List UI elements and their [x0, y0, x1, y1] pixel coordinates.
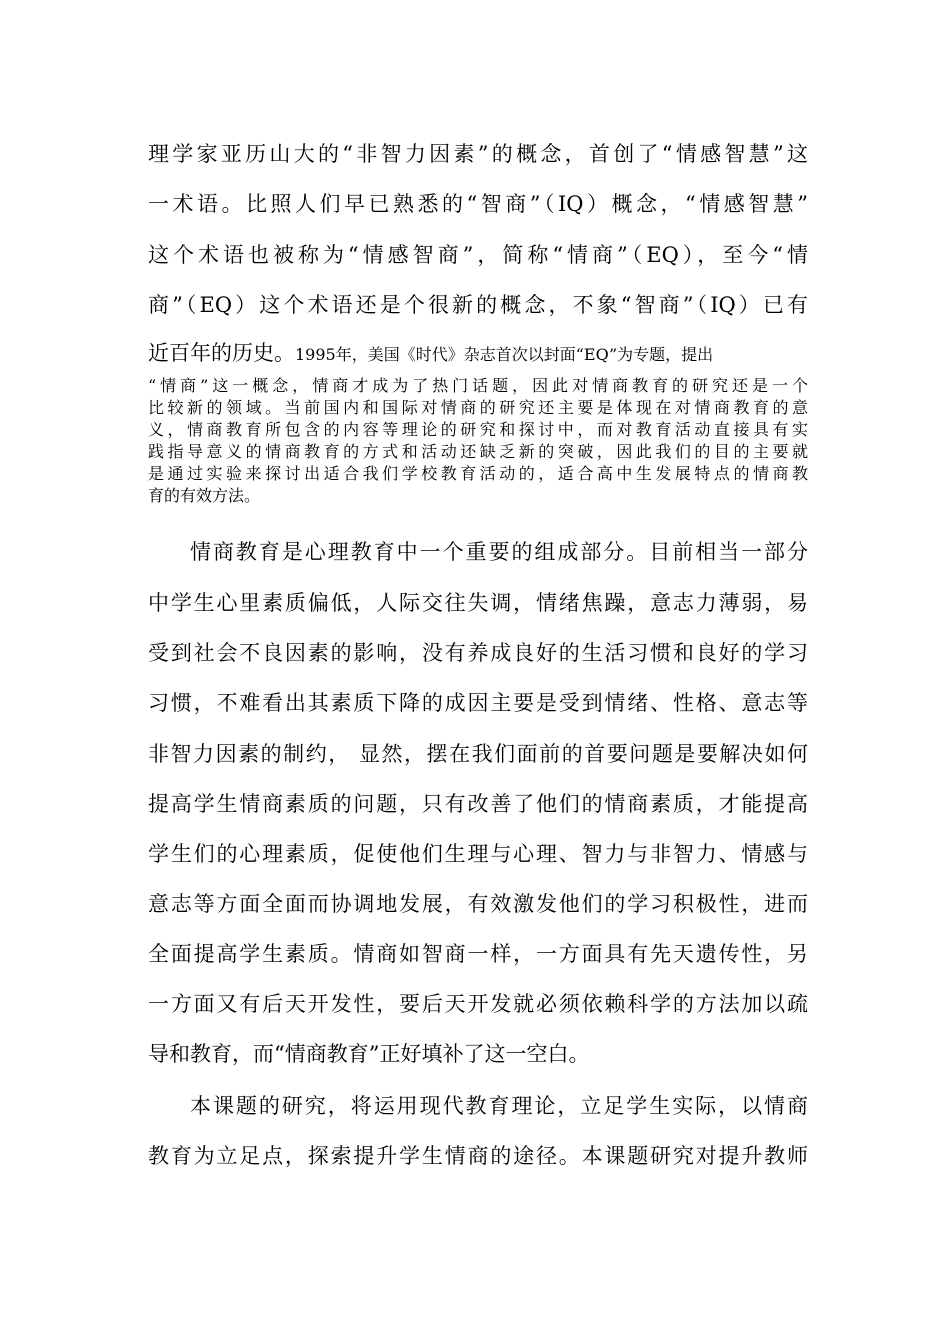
- text-line: 习惯，不难看出其素质下降的成因主要是受到情绪、性格、意志等: [148, 691, 808, 715]
- text-line-small-part: 1995年，美国《时代》杂志首次以封面“EQ”为专题，提出: [295, 345, 714, 364]
- text-line: 商”（EQ）这个术语还是个很新的概念，不象“智商”（IQ）已有: [148, 293, 808, 317]
- text-line: 非智力因素的制约， 显然，摆在我们面前的首要问题是要解决如何: [148, 742, 808, 766]
- text-line: 理学家亚历山大的“非智力因素”的概念，首创了“情感智慧”这: [148, 142, 808, 166]
- text-line: 受到社会不良因素的影响，没有养成良好的生活习惯和良好的学习: [148, 641, 808, 665]
- text-line: 意志等方面全面而协调地发展，有效激发他们的学习积极性，进而: [148, 892, 808, 916]
- text-line: 育的有效方法。: [148, 486, 261, 505]
- text-line: 是通过实验来探讨出适合我们学校教育活动的，适合高中生发展特点的情商教: [148, 464, 808, 483]
- text-line-mixed: [148, 338, 713, 370]
- text-line: 中学生心里素质偏低，人际交往失调，情绪焦躁，意志力薄弱，易: [148, 591, 808, 615]
- text-line: 一术语。比照人们早已熟悉的“智商”（IQ）概念，“情感智慧”: [148, 192, 808, 216]
- paragraph-first-line: 本课题的研究，将运用现代教育理论，立足学生实际，以情商: [190, 1094, 808, 1118]
- text-line: 全面提高学生素质。情商如智商一样，一方面具有先天遗传性，另: [148, 942, 808, 966]
- text-line: 义，情商教育所包含的内容等理论的研究和探讨中，而对教育活动直接具有实: [148, 420, 808, 439]
- paragraph-first-line: 情商教育是心理教育中一个重要的组成部分。目前相当一部分: [190, 540, 808, 564]
- text-line: 一方面又有后天开发性，要后天开发就必须依赖科学的方法加以疏: [148, 992, 808, 1016]
- text-line: 提高学生情商素质的问题，只有改善了他们的情商素质，才能提高: [148, 792, 808, 816]
- text-line: 这个术语也被称为“情感智商”，简称“情商”（EQ），至今“情: [148, 243, 808, 267]
- text-line: 导和教育，而“情商教育”正好填补了这一空白。: [148, 1042, 590, 1066]
- text-line: 学生们的心理素质，促使他们生理与心理、智力与非智力、情感与: [148, 842, 808, 866]
- text-line-big-part: 近百年的历史。: [148, 341, 295, 365]
- text-line: 践指导意义的情商教育的方式和活动还缺乏新的突破，因此我们的目的主要就: [148, 442, 808, 461]
- text-line: “情商”这一概念，情商才成为了热门话题，因此对情商教育的研究还是一个: [148, 376, 808, 395]
- text-line: 比较新的领域。当前国内和国际对情商的研究还主要是体现在对情商教育的意: [148, 398, 808, 417]
- text-line: 教育为立足点，探索提升学生情商的途径。本课题研究对提升教师: [148, 1144, 808, 1168]
